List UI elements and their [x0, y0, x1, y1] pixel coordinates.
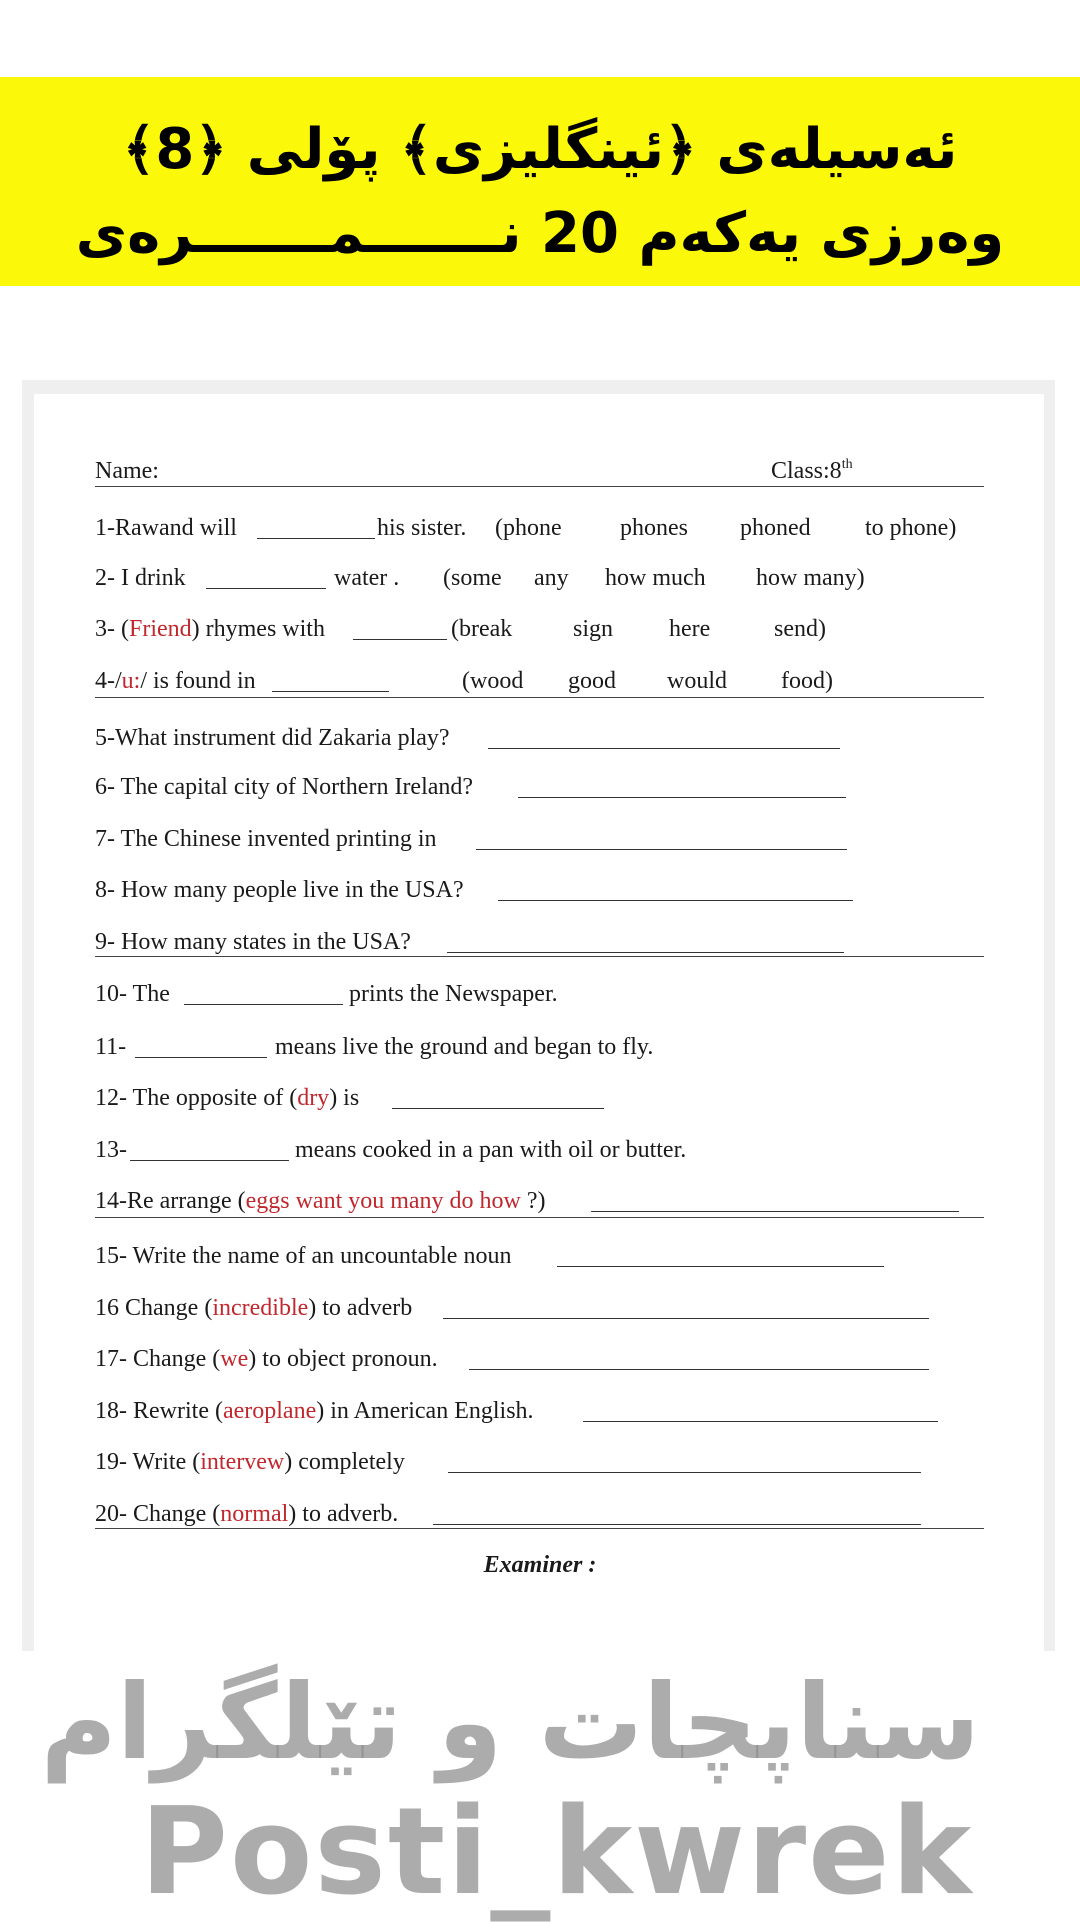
highlighted-word: u: [121, 668, 141, 694]
option: would [667, 668, 727, 694]
answer-blank[interactable] [591, 1211, 959, 1212]
question-8 [95, 874, 464, 906]
question-5 [95, 722, 450, 754]
question-15 [95, 1240, 511, 1272]
option: food) [781, 668, 833, 694]
q-text: water . [334, 565, 400, 591]
answer-blank[interactable] [443, 1318, 929, 1319]
q-text: ) rhymes with [191, 616, 325, 642]
q-text: 3- ( [95, 616, 129, 642]
question-2 [95, 562, 865, 594]
question-17 [95, 1343, 438, 1375]
option: here [669, 616, 711, 642]
watermark-latin: Posti_kwrek [140, 1783, 974, 1922]
answer-blank[interactable] [135, 1057, 267, 1058]
examiner-label: Examiner : [483, 1552, 597, 1578]
divider [95, 486, 984, 487]
option: to phone) [865, 515, 957, 541]
q-text: 19- Write ( [95, 1449, 201, 1475]
answer-blank[interactable] [447, 952, 844, 953]
q-text: 11- [95, 1034, 127, 1060]
option: phones [620, 515, 688, 541]
q-text: ) is [329, 1085, 360, 1111]
q-text: ) in American English. [316, 1398, 534, 1424]
option: how many) [756, 565, 865, 591]
option: send) [774, 616, 826, 642]
q-text: ?) [520, 1188, 546, 1214]
question-11 [95, 1031, 654, 1063]
option: phoned [740, 515, 811, 541]
answer-blank[interactable] [469, 1369, 929, 1370]
question-4 [95, 665, 833, 697]
option: how much [605, 565, 706, 591]
q-text: 4-/ [95, 668, 122, 694]
answer-blank[interactable] [184, 1004, 343, 1005]
q-text: 15- Write the name of an uncountable noun [95, 1243, 512, 1269]
answer-blank[interactable] [448, 1472, 921, 1473]
option: (wood [462, 668, 524, 694]
answer-blank[interactable] [476, 849, 847, 850]
question-19 [95, 1446, 405, 1478]
q-text: ) to adverb [308, 1295, 413, 1321]
divider [95, 1528, 984, 1529]
option: any [534, 565, 569, 591]
divider [95, 1217, 984, 1218]
option: (phone [495, 515, 562, 541]
q-text: 9- How many states in the USA? [95, 929, 411, 955]
answer-blank[interactable] [433, 1524, 921, 1525]
q-text: ) completely [284, 1449, 405, 1475]
q-text: 10- The [95, 981, 170, 1007]
q-text: ) to adverb. [288, 1501, 399, 1527]
divider [95, 956, 984, 957]
answer-blank[interactable] [130, 1160, 289, 1161]
option: (break [451, 616, 513, 642]
option: good [568, 668, 616, 694]
q-text: 8- How many people live in the USA? [95, 877, 464, 903]
q-text: 6- The capital city of Northern Ireland? [95, 774, 474, 800]
watermark-arabic: سناپچات و تێلگرام [40, 1661, 980, 1783]
highlighted-word: dry [297, 1085, 330, 1111]
q-text: 1-Rawand will [95, 515, 237, 541]
answer-blank[interactable] [488, 748, 840, 749]
answer-blank[interactable] [583, 1421, 938, 1422]
q-text: means live the ground and began to fly. [275, 1034, 654, 1060]
highlighted-word: Friend [128, 616, 192, 642]
q-text: 12- The opposite of ( [95, 1085, 298, 1111]
name-label: Name: [95, 458, 159, 484]
q-text: ) to object pronoun. [248, 1346, 438, 1372]
name-row [95, 455, 853, 487]
question-6 [95, 771, 473, 803]
q-text: his sister. [377, 515, 467, 541]
option: sign [573, 616, 614, 642]
q-text: 18- Rewrite ( [95, 1398, 223, 1424]
question-9 [95, 926, 411, 958]
answer-blank[interactable] [206, 588, 326, 589]
title-banner [0, 77, 1080, 286]
answer-blank[interactable] [353, 639, 447, 640]
highlighted-word: eggs want you many do how [245, 1188, 521, 1214]
question-10 [95, 978, 558, 1010]
answer-blank[interactable] [392, 1108, 604, 1109]
answer-blank[interactable] [272, 691, 389, 692]
highlighted-word: aeroplane [222, 1398, 317, 1424]
highlighted-word: normal [220, 1501, 289, 1527]
q-text: 13- [95, 1137, 127, 1163]
q-text: 7- The Chinese invented printing in [95, 826, 437, 852]
option: (some [443, 565, 502, 591]
answer-blank[interactable] [257, 538, 375, 539]
divider [95, 697, 984, 698]
question-1 [95, 512, 957, 544]
question-12 [95, 1082, 359, 1114]
q-text: 16 Change ( [95, 1295, 213, 1321]
class-text: Class:8 [771, 458, 842, 484]
class-sup: th [841, 457, 853, 472]
question-13 [95, 1134, 687, 1166]
q-text: 2- I drink [95, 565, 186, 591]
q-text: / is found in [140, 668, 256, 694]
title-line-1: ئەسیلەی ﴿ئینگلیزی﴾ پۆلی ﴿8﴾ [122, 117, 958, 182]
question-16 [95, 1292, 412, 1324]
answer-blank[interactable] [518, 797, 846, 798]
answer-blank[interactable] [557, 1266, 884, 1267]
title-line-2: وەرزی یەکەم 20 نـــــــمـــــــرەی [75, 201, 1005, 266]
highlighted-word: incredible [212, 1295, 309, 1321]
q-text: means cooked in a pan with oil or butter. [295, 1137, 687, 1163]
question-18 [95, 1395, 534, 1427]
question-3 [95, 613, 826, 645]
question-7 [95, 823, 437, 855]
class-label [771, 455, 853, 487]
question-20 [95, 1498, 398, 1530]
q-text: prints the Newspaper. [349, 981, 558, 1007]
answer-blank[interactable] [498, 900, 853, 901]
q-text: 14-Re arrange ( [95, 1188, 246, 1214]
q-text: 17- Change ( [95, 1346, 221, 1372]
highlighted-word: intervew [200, 1449, 285, 1475]
highlighted-word: we [220, 1346, 249, 1372]
q-text: 20- Change ( [95, 1501, 221, 1527]
question-14 [95, 1185, 546, 1217]
q-text: 5-What instrument did Zakaria play? [95, 725, 450, 751]
